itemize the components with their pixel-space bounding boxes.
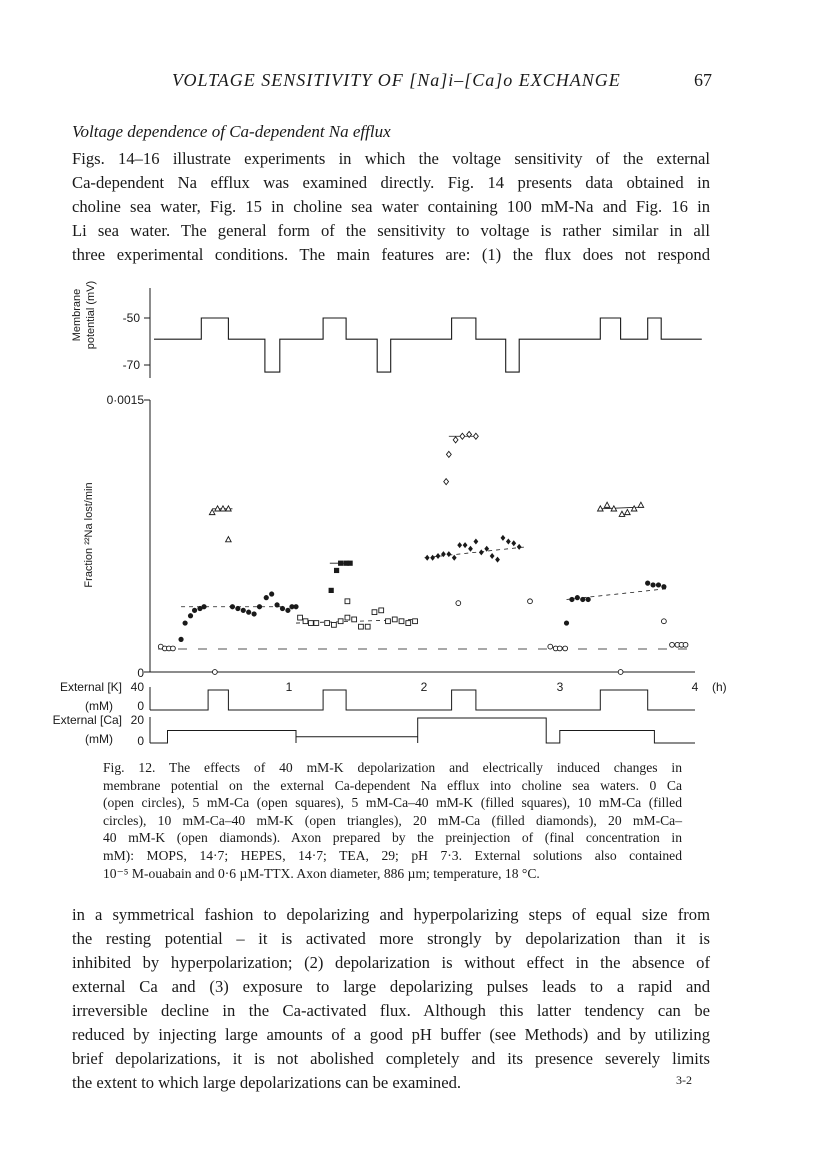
data-point-10ca <box>235 606 240 611</box>
data-point-5ca <box>399 619 404 624</box>
data-point-10ca-40k <box>226 506 232 511</box>
k-tick-label: 0 <box>137 699 144 713</box>
data-point-20ca <box>511 540 516 546</box>
text-line: reduced by injecting large amounts of a good pH buffer (see Methods) and by utilizing <box>72 1025 710 1044</box>
data-point-5ca <box>303 619 308 624</box>
data-point-10ca-40k <box>619 511 625 516</box>
data-point-5ca <box>325 621 330 626</box>
data-point-0ca <box>212 670 217 675</box>
data-point-10ca-40k <box>226 537 232 542</box>
data-point-10ca <box>183 620 188 625</box>
time-tick-label: 3 <box>556 680 564 694</box>
data-point-5ca <box>308 621 313 626</box>
data-point-20ca <box>490 553 495 559</box>
data-point-0ca <box>557 646 562 651</box>
data-point-5ca-40k <box>334 568 339 573</box>
data-point-5ca <box>345 599 350 604</box>
running-title: VOLTAGE SENSITIVITY OF [Na]i–[Ca]o EXCHANGE <box>172 70 621 90</box>
data-point-10ca <box>575 595 580 600</box>
data-point-10ca <box>269 591 274 596</box>
data-point-10ca <box>246 610 251 615</box>
data-point-0ca <box>548 644 553 649</box>
k-tick-label: 40 <box>130 680 144 694</box>
data-point-0ca <box>171 646 176 651</box>
data-point-20ca <box>436 553 441 559</box>
membrane-potential-panel <box>71 281 702 378</box>
text-line: the extent to which large depolarizations can be examined. <box>72 1073 462 1092</box>
data-point-0ca <box>528 599 533 604</box>
data-point-10ca <box>251 611 256 616</box>
text-line: inhibited by hyperpolarization; (2) depolarization is without effect in the absence of <box>72 953 710 972</box>
data-point-10ca <box>661 584 666 589</box>
data-point-5ca-40k <box>348 561 353 566</box>
data-point-5ca <box>338 619 343 624</box>
data-point-5ca <box>365 624 370 629</box>
data-point-20ca <box>479 549 484 555</box>
data-point-5ca <box>406 621 411 626</box>
data-point-10ca <box>285 608 290 613</box>
text-line: the resting potential – it is activated more strongly by depolarization than it is <box>72 929 710 948</box>
data-point-5ca <box>298 615 303 620</box>
external-k-units: (mM) <box>85 699 113 713</box>
data-point-10ca <box>280 606 285 611</box>
data-point-10ca-40k <box>604 502 610 507</box>
caption-line: Fig. 12. The effects of 40 mM-K depolarization and electrically induced changes in <box>103 760 682 775</box>
data-point-20ca <box>495 557 500 563</box>
data-point-5ca-40k <box>338 561 343 566</box>
ca-tick-label: 20 <box>130 713 144 727</box>
data-point-0ca <box>456 601 461 606</box>
data-point-20ca <box>425 555 430 561</box>
data-point-10ca <box>274 602 279 607</box>
body-paragraph-2 <box>72 903 710 1095</box>
data-point-5ca <box>379 608 384 613</box>
data-point-10ca <box>178 637 183 642</box>
data-point-10ca <box>257 604 262 609</box>
external-ca-label: External [Ca] <box>52 713 122 727</box>
data-point-5ca <box>372 610 377 615</box>
caption-line: 40 mM-K (open diamonds). Axon prepared by the preinjection of (final concentration in <box>103 830 682 846</box>
data-point-0ca <box>683 642 688 647</box>
time-tick-label: 1 <box>285 680 293 694</box>
data-point-10ca <box>192 608 197 613</box>
data-point-10ca <box>264 595 269 600</box>
data-point-20ca-40k <box>453 437 458 443</box>
flux-panel <box>83 393 695 680</box>
page-header <box>72 70 712 94</box>
data-point-20ca-40k <box>473 433 478 439</box>
data-point-10ca <box>241 608 246 613</box>
figure-svg <box>40 280 740 760</box>
text-line: choline sea water, Fig. 15 in choline sea water containing 100 mM-Na and Fig. 16 in <box>72 197 710 216</box>
external-k-label: External [K] <box>59 680 122 694</box>
flux-tick-label: 0·0015 <box>106 393 144 407</box>
data-point-10ca-40k <box>215 506 221 511</box>
membrane-potential-trace <box>154 318 702 372</box>
external-ca-units: (mM) <box>85 732 113 746</box>
external-k-panel <box>60 680 695 713</box>
data-point-20ca-40k <box>444 479 449 485</box>
text-line: in a symmetrical fashion to depolarizing and hyperpolarizing steps of equal size from <box>72 905 710 924</box>
caption-line: 10⁻⁵ M-ouabain and 0·6 µM-TTX. Axon diameter, 886 µm; temperature, 18 °C. <box>103 865 540 881</box>
caption-line: circles), 10 mM-Ca–40 mM-K (open triangles), 20 mM-Ca (filled diamonds), 20 mM-Ca– <box>103 812 682 828</box>
figure-caption <box>103 759 682 882</box>
time-tick-label: 2 <box>420 680 428 694</box>
data-point-5ca <box>345 615 350 620</box>
data-point-10ca <box>293 604 298 609</box>
data-point-10ca <box>201 604 206 609</box>
data-point-20ca <box>430 555 435 561</box>
time-ticks <box>286 680 727 694</box>
mp-ylabel-line2: potential (mV) <box>85 280 97 350</box>
data-points <box>158 431 688 674</box>
data-point-10ca-40k <box>220 506 226 511</box>
ca-tick-label: 0 <box>137 734 144 748</box>
data-point-10ca <box>645 581 650 586</box>
data-point-10ca-40k <box>631 506 637 511</box>
flux-tick-label: 0 <box>137 666 144 680</box>
data-point-20ca <box>463 542 468 548</box>
data-point-20ca <box>473 538 478 544</box>
mp-tick-label: -70 <box>122 358 140 372</box>
section-heading: Voltage dependence of Ca-dependent Na efflux <box>72 122 391 141</box>
data-point-20ca <box>468 546 473 552</box>
data-point-0ca <box>618 670 623 675</box>
data-point-10ca <box>650 582 655 587</box>
data-point-0ca <box>563 646 568 651</box>
data-point-5ca <box>352 617 357 622</box>
figure-12 <box>40 280 740 760</box>
data-point-5ca <box>359 624 364 629</box>
data-point-5ca-40k <box>329 588 334 593</box>
data-point-20ca-40k <box>446 451 451 457</box>
data-point-5ca <box>386 619 391 624</box>
data-point-20ca-40k <box>460 433 465 439</box>
text-line: irreversible decline in the Ca-activated flux. Although this latter tendency can be <box>72 1001 710 1020</box>
time-tick-label: 4 <box>691 680 699 694</box>
data-point-20ca <box>452 555 457 561</box>
data-point-5ca <box>413 619 418 624</box>
data-point-20ca <box>446 551 451 557</box>
data-point-5ca <box>331 622 336 627</box>
mp-ylabel-line1: Membrane <box>71 288 83 342</box>
text-line: Ca-dependent Na efflux was examined directly. Fig. 14 presents data obtained in <box>72 173 710 192</box>
text-line: brief depolarizations, it is not abolished completely and its presence severely limits <box>72 1049 710 1068</box>
data-point-5ca <box>392 617 397 622</box>
data-point-10ca <box>230 604 235 609</box>
data-point-20ca <box>457 542 462 548</box>
data-point-10ca <box>586 597 591 602</box>
data-point-10ca <box>656 582 661 587</box>
external-ca-panel <box>53 713 695 748</box>
caption-line: membrane potential on the external Ca-dependent Na efflux into choline sea waters. 0 Ca <box>103 777 682 793</box>
data-point-20ca <box>517 544 522 550</box>
data-point-10ca-40k <box>209 509 215 514</box>
data-point-0ca <box>670 642 675 647</box>
data-point-10ca <box>188 613 193 618</box>
text-line: external Ca and (3) exposure to large depolarizing pulses leads to a rapid and <box>72 977 710 996</box>
data-point-5ca <box>314 621 319 626</box>
fit-lines <box>181 436 668 623</box>
text-line: Li sea water. The general form of the sensitivity to voltage is rather similar in all <box>72 221 710 240</box>
text-line: three experimental conditions. The main features are: (1) the flux does not respond <box>72 245 710 264</box>
data-point-10ca-40k <box>638 502 644 507</box>
data-point-20ca <box>506 538 511 544</box>
data-point-0ca <box>661 619 666 624</box>
page-number: 67 <box>694 70 712 90</box>
time-unit: (h) <box>712 680 727 694</box>
data-point-10ca <box>564 620 569 625</box>
data-point-20ca <box>501 535 506 541</box>
data-point-10ca-40k <box>625 509 631 514</box>
external-ca-trace <box>150 718 695 743</box>
flux-ylabel: Fraction ²²Na lost/min <box>83 482 95 588</box>
text-line: Figs. 14–16 illustrate experiments in which the voltage sensitivity of the external <box>72 149 710 168</box>
data-point-10ca <box>580 597 585 602</box>
caption-line: (open circles), 5 mM-Ca (open squares), 5 mM-Ca–40 mM-K (filled squares), 10 mM-Ca (filled <box>103 795 682 811</box>
body-paragraph-1 <box>72 147 710 267</box>
data-point-10ca <box>569 597 574 602</box>
mp-tick-label: -50 <box>122 311 140 325</box>
folio-mark: 3-2 <box>676 1073 692 1087</box>
caption-line: mM): MOPS, 14·7; HEPES, 14·7; TEA, 29; pH 7·3. External solutions also contained <box>103 847 682 863</box>
